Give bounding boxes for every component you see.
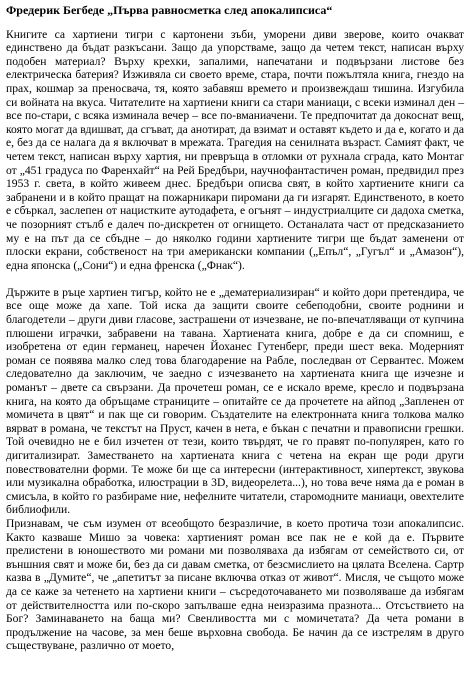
- paragraph-3: Признавам, че съм изумен от всеобщото безразличие, в което протича този апокалипсис. Както казваше Мишо за човека: хартиеният роман все пак не е кой да е. Първите прелистени в юношеството ми романи ми позволяваха да избягам от семейството си, от външния свят и може би, без да си давам сметка, от безсмислието на цялата Вселена. Сартр казва в „Думите“, че „апетитът за писане включва отказ от живот“. Мисля, че същото може да се каже за четенето на хартиени книги – съсредоточаването ми позволяваше да избягам от действителността или по-скоро запълваше една неизразима празнота... Отсъствието на Бог? Заминаването на баща ми? Свенливостта ми с момичетата? Да чета романи в продължение на часове, за мен беше върховна свобода. Бе начин да се изстрелям в друго съществуване, различно от моето,: [6, 516, 464, 653]
- document-page: [6, 4, 464, 653]
- paragraph-1: Книгите са хартиени тигри с картонени зъби, уморени диви зверове, които очакват единствено да бъдат разкъсани. Защо да упорстваме, защо да четем текст, написан върху подобен материал? Върху крехки, запалими, напечатани и подвързани листове без електрическа батерия? Изживяла си своето време, стара, почти пожълтяла книга, гнездо на прах, кошмар за преносвача, тя, която забавяш времето и произвеждаш тишина. Изгубила си войната на вкуса. Читателите на хартиени книги са стари маниаци, с всеки изминал ден – все по-стари, с всяка изминала вечер – все по-вманиачени. Те предпочитат да докоснат вещ, която могат да вдишват, да сгъват, да анотират, да взимат и оставят където и да е, когато и да е, без да се налага да я включват в мрежата. Трагедия на сенилната възраст. Самият факт, че четем текст, написан върху хартия, ни превръща в отломки от рухнала сграда, като Монтаг от „451 градуса по Фаренхайт“ на Рей Бредбъри, научнофантастичен роман, предвидил през 1953 г. света, в който живеем днес. Бредбъри описва свят, в който хартиените книги са забранени и в който пращат на пожарникари пиромани да ги изгарят. Единственото, в което е сбъркал, заслепен от нацистките аутодафета, е огънят – индустриалците си дадоха сметка, че позорният стълб е далеч по-дискретен от огнището. Останалата част от предсказанието му е на път да се сбъдне – до няколко години хартиените тигри ще бъдат заменени от плоски екрани, собственост на три американски компании („Епъл“, „Гугъл“ и „Амазон“), една японска („Сони“) и една френска („Фнак“).: [6, 27, 464, 272]
- paragraph-2: Държите в ръце хартиен тигър, който не е „дематериализиран“ и който дори претендира, че все още може да хапе. Той иска да защити своите себеподобни, своите роднини и благодетели – други диви гласове, застрашени от изчезване, не по-впечатляващи от купчина плюшени играчки, забравени на тавана. Хартиената книга, добре е да си спомниш, е изобретена от един германец, наречен Йоханес Гутенберг, преди шест века. Модерният роман се появява малко след това благодарение на Рабле, последван от Сервантес. Можем следователно да заключим, че заедно с изчезването на хартиената книга ще изчезне и романът – двете са свързани. Да прочетеш роман, се е искало време, кресло и подвързана книга, на която да обръщаме страниците – опитайте се да прочетете на айпод „Запленен от момичета в цвят“ и пак ще си говорим. Създателите на електронната книга толкова малко вярват в романа, че текстът на Пруст, качен в нета, е бъкан с печатни и правописни грешки. Той очевидно не е бил изчетен от тези, които твърдят, че го правят по-популярен, като го дигитализират. Заместването на хартиената книга с четена на екран ще роди други повествователни форми. Те може би ще са интересни (интерактивност, хипертекст, звукова или музикална обработка, илюстрации в 3D, видеорелета...), но това вече няма да е роман в смисъла, в който го разбираме ние, нефелните читатели, старомодните маниаци, овехтелите библиофили.: [6, 285, 464, 517]
- document-title: Фредерик Бегбеде „Първа равносметка след апокалипсиса“: [6, 3, 333, 17]
